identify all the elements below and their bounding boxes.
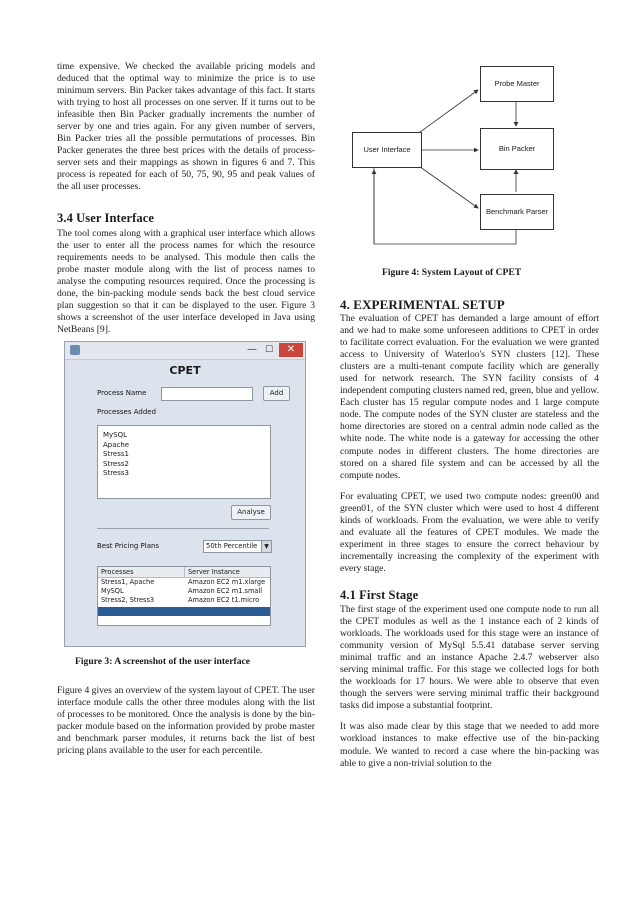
system-layout-paragraph: Figure 4 gives an overview of the system layout of CPET. The user interface module calls the other three modules along with the list of processes to be monitored. Once the analysis is done by the bin-packer module based on the information provided by probe master and benchmark parser modules, it returns back the list of best pricing plans available to the user for each percentile.	[57, 685, 315, 757]
process-name-label: Process Name	[97, 389, 147, 397]
system-layout-paragraph-block	[57, 685, 315, 757]
bin-packer-paragraph: time expensive. We checked the available pricing models and deduced that the optimal way to minimize the price is to use minimum servers. Bin Packer takes advantage of this fact. It starts with trying to host all processes on one server. If it turns out to be infeasible then Bin Packer gradually increments the number of server by one and tries again. For any given number of servers, Bin Packer tries all the possible permutations of processes. Bin Packer generates the three best prices with the details of process-server sets and their mappings as shown in figures 6 and 7. This process is repeated for each of 50, 75, 90, 95 and peak values of the all user processes.	[57, 61, 315, 193]
table-cell[interactable]: Amazon EC2 m1.small	[188, 587, 263, 595]
figure-4-caption: Figure 4: System Layout of CPET	[382, 267, 522, 278]
arrow-ui-to-probe-master	[416, 90, 478, 135]
processes-list[interactable]	[97, 425, 271, 499]
close-icon[interactable]: ✕	[279, 343, 303, 357]
chevron-down-icon[interactable]: ▼	[261, 540, 272, 553]
java-app-icon	[70, 345, 80, 355]
ui-title: CPET	[169, 364, 201, 377]
list-item[interactable]: MySQL	[103, 431, 128, 439]
first-stage-paragraph: The first stage of the experiment used one compute node to run all the CPET modules as well as the 1 instance each of 2 kinds of workloads. The workloads used for this stage were an instance of community version of MySql 5.5.41 database server serving minimal traffic and an instance Apache 2.4.7 webserver also serving minimal traffic. For this stage we collected logs for both the workloads for 17 hours. We were able to observe that even though the servers were serving minimal traffic their background tasks did impose a substantial footprint.	[340, 604, 599, 712]
separator	[97, 528, 269, 529]
list-item[interactable]: Apache	[103, 440, 130, 449]
table-cell[interactable]: Stress2, Stress3	[101, 596, 155, 604]
experimental-setup-paragraph: The evaluation of CPET has demanded a large amount of effort and we had to make some unforeseen additions to CPET in order to facilitate correct evaluation. For the evaluation we were granted access to University of Waterloo's SYN clusters [12]. These clusters are a multi-tenant compute facility which are generally used for network research. The SYN facility consists of 4 independent computing clusters named red, green, blue and yellow. Each cluster has 15 regular compute nodes and 1 large compute node. The compute nodes of the SYN cluster are stateless and the home directories are stored on a central admin node called as the white node. The white node is a gateway for accessing the other compute nodes in different clusters. The home directories are stored on a shared file system and can be accessed by all the compute nodes.	[340, 313, 599, 481]
process-name-input[interactable]	[161, 387, 253, 401]
benchmark-parser-box: Benchmark Parser	[480, 194, 554, 230]
window-titlebar	[65, 342, 305, 360]
section-4-1-title: 4.1 First Stage	[340, 588, 419, 602]
table-cell[interactable]: MySQL	[101, 587, 124, 595]
section-3-4-title: 3.4 User Interface	[57, 211, 155, 225]
cpet-ui-screenshot	[64, 341, 306, 647]
best-pricing-plans-label: Best Pricing Plans	[97, 542, 160, 550]
table-header-server-instance[interactable]: Server Instance	[185, 567, 270, 578]
table-cell[interactable]: Amazon EC2 t1.micro	[188, 596, 260, 604]
bin-packer-box: Bin Packer	[480, 128, 554, 170]
first-stage-block	[340, 604, 599, 770]
probe-master-box: Probe Master	[480, 66, 554, 102]
percentile-select[interactable]: 50th Percentile	[203, 540, 267, 553]
list-item[interactable]: Stress3	[103, 469, 129, 477]
evaluating-cpet-paragraph: For evaluating CPET, we used two compute nodes: green00 and green01, of the SYN cluster which were used to host 4 different kinds of workloads. From the evaluation, we were able to verify and evaluate all the features of CPET modules. We made the experiment in three stages to ensure the correct behaviour by incrementally increasing the complexity of the experiment with every stage.	[340, 490, 599, 574]
table-header-processes[interactable]: Processes	[98, 567, 185, 578]
system-layout-diagram	[350, 60, 590, 270]
list-item[interactable]: Stress2	[103, 459, 129, 468]
right-column	[340, 313, 599, 575]
arrow-ui-to-benchmark-parser	[416, 164, 478, 208]
figure-3-caption: Figure 3: A screenshot of the user interface	[75, 656, 251, 667]
table-cell[interactable]: Stress1, Apache	[101, 578, 155, 586]
pricing-table	[97, 566, 271, 626]
left-column	[57, 61, 315, 194]
user-interface-paragraph-block	[57, 228, 315, 336]
processes-added-label: Processes Added	[97, 408, 157, 416]
workload-instances-paragraph: It was also made clear by this stage that we needed to add more workload instances to make effective use of the bin-packing module. We wanted to record a case where the bin-packing was able to give a non-trivial solution to the	[340, 721, 599, 769]
minimize-icon[interactable]: —	[247, 344, 257, 355]
maximize-icon[interactable]: ☐	[264, 345, 274, 355]
list-item[interactable]: Stress1	[103, 450, 129, 458]
add-button[interactable]: Add	[263, 386, 290, 401]
section-4-title: 4. EXPERIMENTAL SETUP	[340, 297, 505, 312]
user-interface-box: User Interface	[352, 132, 422, 168]
table-row-selected[interactable]	[98, 607, 270, 616]
analyse-button[interactable]: Analyse	[231, 505, 271, 520]
table-cell[interactable]: Amazon EC2 m1.xlarge	[188, 578, 266, 586]
user-interface-paragraph: The tool comes along with a graphical user interface which allows the user to enter all the process names for which the resource requirements needs to be analysed. This module then calls the probe master module along with the list of process names to analyse the computing resources required. Once the processing is done, the bin-packing module sends back the best cloud service plan suggestion so that it can be displayed to the user. Figure 3 shows a screenshot of the user interface developed in Java using NetBeans [9].	[57, 228, 315, 336]
